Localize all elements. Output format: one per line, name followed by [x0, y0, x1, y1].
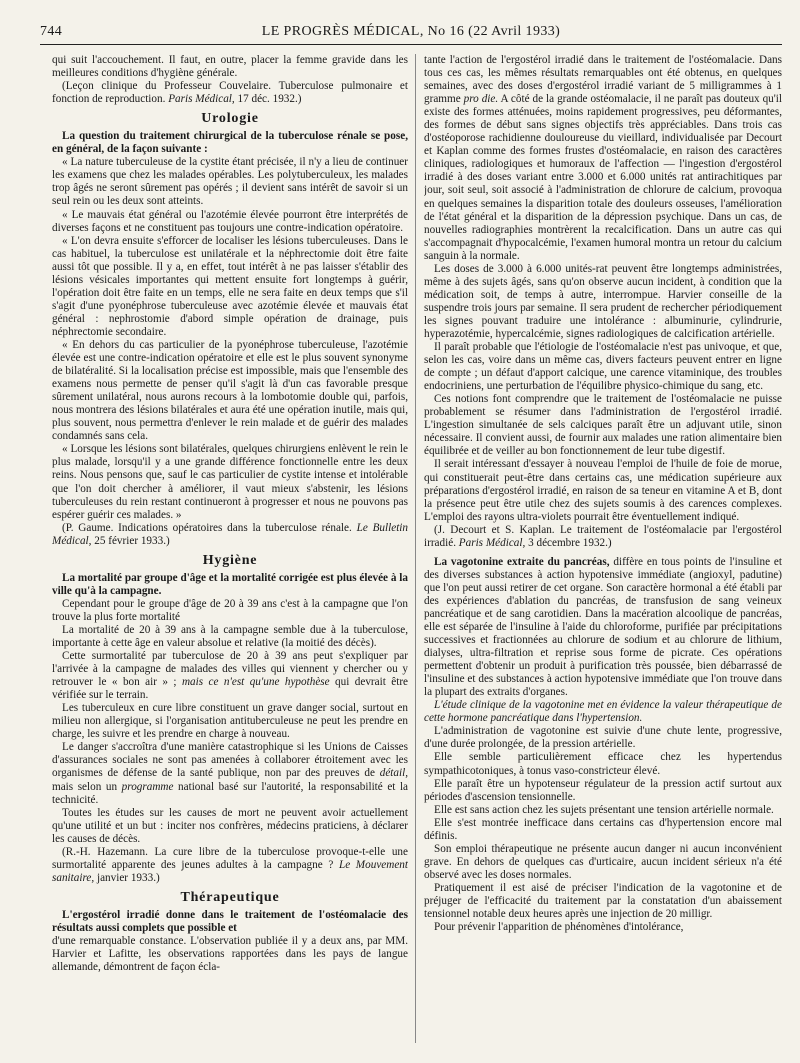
paragraph: Elle est sans action chez les sujets présentant une tension artérielle normale. — [434, 803, 774, 816]
paragraph: Les doses de 3.000 à 6.000 unités-rat peuvent être longtemps administrées, même à des sujets âgés, sans qu'on observe aucun incident, à condition que la médication soit, de temps à autre, interrompue. Harvier conseille de la suspendre trois jours par semaine. Il sera prudent de rechercher périodiquement les signes pouvant traduire une intolérance : albuminurie, cylindrurie, hyperazotémie, hypercalcémie, signes radiologiques de calcification artérielle. — [424, 262, 782, 340]
paragraph: Elle semble particulièrement efficace chez les hypertendus sympathicotoniques, à tonus vaso-constricteur élevé. — [424, 751, 782, 777]
paragraph: Il serait intéressant d'essayer à nouveau l'emploi de l'huile de foie de morue, qui constituerait peut-être dans certains cas, une médication supérieure aux préparations d'ergostérol irradié, en raison de sa teneur en vitamine A et B, dont la présence peut être utile chez des sujets soumis à des carences complexes. L'emploi des rayons ultra-violets pourrait être éventuellement indiqué. — [424, 458, 782, 523]
paragraph: « La nature tuberculeuse de la cystite étant précisée, il n'y a lieu de continuer les examens que chez les malades opérables. Les polytuberculeux, les malades trop âgés ne seront sûrement pas opérés ; il devient sans intérêt de savoir si un seul rein ou les deux sont atteints. — [52, 156, 408, 208]
reference: (R.-H. Hazemann. La cure libre de la tuberculose provoque-t-elle une surmortalité apparente des jeunes adultes à la campagne ? Le Mouvement sanitaire, janvier 1933.) — [52, 845, 408, 884]
paragraph: tante l'action de l'ergostérol irradié dans le traitement de l'ostéomalacie. Dans tous ces cas, les mêmes résultats remarquables ont été obtenus, en quelques semaines, avec des doses d'ergostérol irradié variant de 5 milligrammes à 1 gramme pro die. A côté de la grande ostéomalacie, il ne paraît pas douteux qu'il existe des formes atténuées, moins rapidement progressives, peu déformantes, des formes de début sans signes objectifs très appréciables. Dans trois cas d'ostéoporose rachidienne douloureuse du vieillard, individualisée par Decourt et Kaplan comme des formes frustes d'ostéomalacie, en raison des caractères cliniques, radiologiques et humoraux de l'affection — l'ingestion d'ergostérol irradié à des doses variant entre 3.000 et 6.000 unités rat antirachitiques par jour, soit seul, soit associé à l'administration de chlorure de calcium, provoqua en quelques semaines la disparition totale des douleurs osseuses, l'amélioration de l'état général et la disparition de la dépression psychique. Dans un cas, de nouvelles radiographies montrèrent la recalcification. Dans un autre cas qui s'accompagnait d'hypocalcémie, l'examen humoral montra un retour du calcium sanguin à la normale. — [424, 54, 782, 262]
reference: (Leçon clinique du Professeur Couvelaire. Tuberculose pulmonaire et fonction de reproduction. Paris Médical, 17 déc. 1932.) — [52, 80, 408, 106]
header-rule — [40, 44, 782, 45]
paragraph: qui suit l'accouchement. Il faut, en outre, placer la femme gravide dans les meilleures conditions d'hygiène générale. — [52, 54, 408, 80]
paragraph: « L'on devra ensuite s'efforcer de localiser les lésions tuberculeuses. Dans le cas habituel, la tuberculose est unilatérale et la néphrectomie doit être faite aussi tôt que possible. Il y a, en effet, tout intérêt à ne pas laisser s'établir des lésions vésicales importantes qui mettent ensuite fort longtemps à guérir, l'opération doit être faite en un temps, elle ne sera faite en deux temps que s'il s'agit d'une pyonéphrose tuberculeuse avec azotémie élevée et mauvais état général : nephrostomie d'abord simple opération de drainage, puis néphrectomie secondaire. — [52, 234, 408, 338]
paragraph: « Lorsque les lésions sont bilatérales, quelques chirurgiens enlèvent le rein le plus malade, lorsqu'il y a une grande différence fonctionnelle entre les deux reins. Nous pensons que, sauf le cas particulier de cystite intense et intolérable que l'on doit chercher à améliorer, il vaut mieux s'abstenir, les lésions tuberculeuses du rein restant continueront à progresser et nous ne pouvons pas espérer guérir ces malades. » — [52, 443, 408, 521]
paragraph: Elle s'est montrée inefficace dans certains cas d'hypertension encore mal définis. — [424, 816, 782, 842]
running-head — [40, 20, 782, 42]
page-number: 744 — [40, 24, 63, 39]
reference: (J. Decourt et S. Kaplan. Le traitement de l'ostéomalacie par l'ergostérol irradié. Paris Médical, 3 décembre 1932.) — [424, 523, 782, 549]
paragraph: « En dehors du cas particulier de la pyonéphrose tuberculeuse, l'azotémie élevée est une contre-indication opératoire et elle est le plus souvent synonyme de bilatéralité. Si la localisation précise est impossible, mais que l'ensemble des examens nous permette de penser qu'il s'agit là d'un cas favorable presque sûrement unilatéral, nous aurons recours à la lombotomie double qui, parfois, nous montrera des lésions bilatérales et aura été une opération inutile, mais qui, plus souvent, nous permettra d'enlever le rein malade et de guérir des malades condamnés sans cela. — [52, 338, 408, 443]
paragraph: Elle paraît être un hypotenseur régulateur de la pression actif surtout aux périodes d'ascension tensionnelle. — [424, 777, 782, 803]
article-lead: La vagotonine extraite du pancréas, diffère en tous points de l'insuline et des diverses substances à action hypotensive immédiate (angioxyl, padutine) que l'on peut aussi retirer de cet organe. Son caractère hormonal a été établi par des expériences d'ablation du pancréas, de transfusion de sang veineux pancréatique et de sang carotidien. Dans la macération alcoolique de pancréas, elle est séparée de l'insuline à l'aide du chloroforme, purifiée par précipitations successives et fractionnées au chlorure de sodium et au chlorure de lithium, dialyses, ultra-filtration et reprise sous forme de picrate. Ces opérations permettent d'obtenir un produit à purification très poussée, bien débarrassé de l'insuline et des substances à action hypotensive immédiate que l'on trouve dans la plupart des extraits d'organes. — [424, 555, 782, 699]
paragraph: L'étude clinique de la vagotonine met en évidence la valeur thérapeutique de cette hormone pancréatique dans l'hypertension. — [424, 699, 782, 725]
paragraph: La mortalité de 20 à 39 ans à la campagne semble due à la tuberculose, importante à cette âge en valeur absolue et relative (la moitié des décès). — [52, 623, 408, 650]
paragraph: Son emploi thérapeutique ne présente aucun danger ni aucun inconvénient grave. En dehors de quelques cas d'urticaire, aucun incident sérieux n'a été observé avec les doses normales. — [424, 842, 782, 881]
reference: (P. Gaume. Indications opératoires dans la tuberculose rénale. Le Bulletin Médical, 25 février 1933.) — [52, 521, 408, 547]
right-column — [424, 54, 782, 1057]
paragraph: Ces notions font comprendre que le traitement de l'ostéomalacie ne puisse probablement se résumer dans l'administration de l'ergostérol irradié. L'ingestion simultanée de sels calciques paraît être un adjuvant utile, sinon nécessaire. Il convient aussi, de fournir aux malades une ration alimentaire bien équilibrée et de veiller au bon fonctionnement de leur tube digestif. — [424, 393, 782, 458]
article-lead: L'ergostérol irradié donne dans le traitement de l'ostéomalacie des résultats aussi complets que possible et — [52, 908, 408, 934]
section-heading-hygiene: Hygiène — [202, 552, 258, 568]
paragraph: « Le mauvais état général ou l'azotémie élevée pourront être interprétés de diverses façons et ne constituent pas toujours une contre-indication opératoire. — [52, 208, 408, 234]
text-columns — [52, 54, 782, 1057]
paragraph: L'administration de vagotonine est suivie d'une chute lente, progressive, d'une durée prolongée, de la pression artérielle. — [424, 725, 782, 751]
paragraph: Toutes les études sur les causes de mort ne peuvent avoir actuellement qu'une utilité et un but : inciter nos confrères, médecins praticiens, à déclarer les causes de décès. — [52, 806, 408, 845]
paragraph: Il paraît probable que l'étiologie de l'ostéomalacie n'est pas univoque, et que, selon les cas, voire dans un même cas, divers facteurs peuvent entrer en ligne de compte ; un défaut d'apport calcique, une carence vitaminique, des troubles endocriniens, une perturbation de l'équilibre physico-chimique du sang, etc. — [424, 341, 782, 393]
article-lead: La mortalité par groupe d'âge et la mortalité corrigée est plus élevée à la ville qu'à la campagne. — [52, 571, 408, 597]
paragraph: Les tuberculeux en cure libre constituent un grave danger social, surtout en milieu non allergique, si l'organisation antituberculeuse ne peut les prendre en charge, les suivre et les prendre en charge à nouveau. — [52, 702, 408, 741]
left-column — [52, 54, 408, 1057]
article-lead: La question du traitement chirurgical de la tuberculose rénale se pose, en général, de la façon suivante : — [52, 130, 408, 156]
paragraph: Pour prévenir l'apparition de phénomènes d'intolérance, — [434, 921, 684, 934]
section-heading-urologie: Urologie — [201, 111, 259, 127]
paragraph: Pratiquement il est aisé de préciser l'indication de la vagotonine et de préjuger de l'efficacité du traitement par la constatation d'un abaissement tensionnel notable deux heures après une injection de 20 milligr. — [424, 881, 782, 921]
paragraph: Cependant pour le groupe d'âge de 20 à 39 ans c'est à la campagne que l'on trouve la plus forte mortalité — [52, 597, 408, 623]
paragraph: Cette surmortalité par tuberculose de 20 à 39 ans peut s'expliquer par l'arrivée à la campagne de malades des villes qui viennent y chercher ou y retrouver le « bon air » ; mais ce n'est qu'une hypothèse qui devrait être vérifiée sur le terrain. — [52, 650, 408, 702]
section-heading-therapeutique: Thérapeutique — [180, 889, 280, 905]
paragraph: Le danger s'accroîtra d'une manière catastrophique si les Unions de Caisses d'assurances sociales ne sont pas amenées à collaborer étroitement avec les organismes de défense de la santé publique, non par des preuves de détail, mais selon un programme national basé sur l'autorité, la responsabilité et la technicité. — [52, 741, 408, 806]
paragraph: d'une remarquable constance. L'observation publiée il y a deux ans, par MM. Harvier et Lafitte, les observations rapportées dans les pays de langue allemande, démontrent de façon écla- — [52, 935, 408, 974]
journal-title: LE PROGRÈS MÉDICAL, No 16 (22 Avril 1933) — [261, 24, 561, 39]
